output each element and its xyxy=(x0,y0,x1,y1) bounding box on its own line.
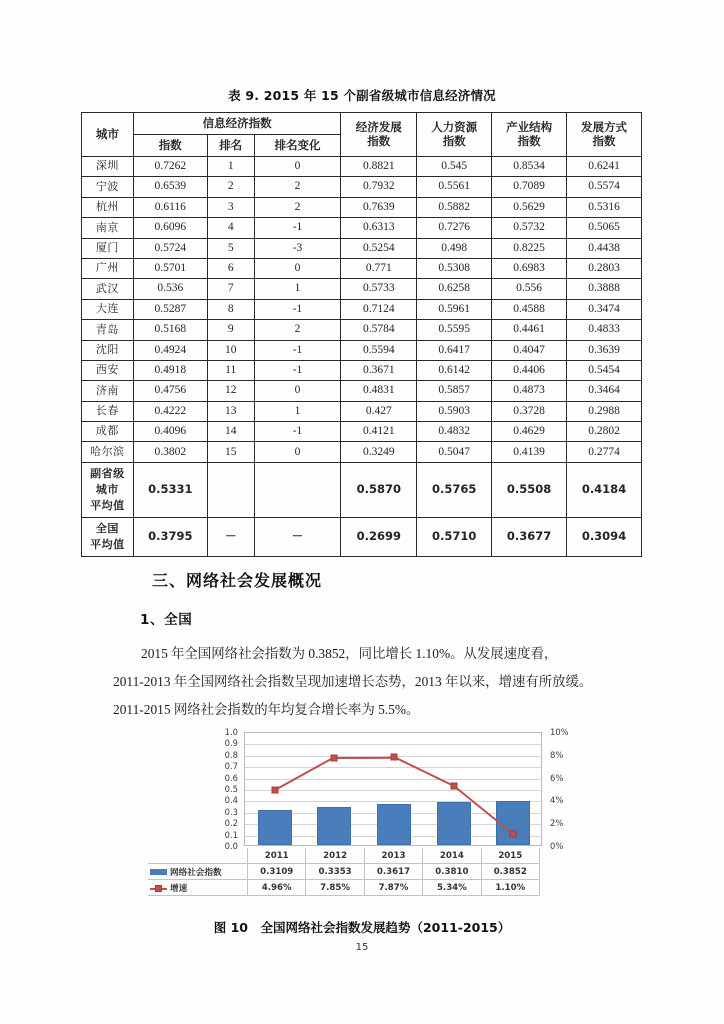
chart-bar xyxy=(377,804,411,845)
section-heading: 三、网络社会发展概况 xyxy=(152,571,323,590)
chart-y-axis-left xyxy=(198,726,238,851)
cell-eco: 0.427 xyxy=(341,401,417,421)
cell-index: 0.6096 xyxy=(133,218,207,238)
cell-dev: 0.2774 xyxy=(567,442,642,462)
trend-chart xyxy=(148,726,616,906)
cell-index: 0.4918 xyxy=(133,360,207,380)
cell-index: 0.5168 xyxy=(133,320,207,340)
chart-series-name: 增速 xyxy=(170,883,188,894)
chart-y-left-tick: 1.0 xyxy=(224,726,238,737)
chart-line-segment xyxy=(334,756,394,758)
chart-y-left-tick: 0.2 xyxy=(224,817,238,828)
table-row xyxy=(82,340,642,360)
col-rank-change: 排名变化 xyxy=(254,135,341,157)
cell-rank: 15 xyxy=(207,442,254,462)
cell-rank: 13 xyxy=(207,401,254,421)
legend-line-swatch-icon xyxy=(150,885,167,892)
chart-legend-item xyxy=(148,880,248,896)
chart-y-right-tick: 10% xyxy=(550,726,569,737)
cell-eco: 0.3671 xyxy=(341,360,417,380)
cell-hr: 0.6142 xyxy=(417,360,492,380)
cell-ind: 0.5732 xyxy=(492,218,567,238)
cell-eco: 0.2699 xyxy=(341,517,417,556)
cell-rank-change: 0 xyxy=(254,381,341,401)
cell-city: 广州 xyxy=(82,258,134,278)
cell-ind: 0.5629 xyxy=(492,197,567,217)
cell-dev: 0.5065 xyxy=(567,218,642,238)
cell-city: 青岛 xyxy=(82,320,134,340)
cell-index: 0.6539 xyxy=(133,177,207,197)
cell-city xyxy=(82,517,134,556)
cell-city-line: 全国 xyxy=(95,521,119,535)
chart-y-axis-right xyxy=(544,726,590,851)
col-ind-line2: 指数 xyxy=(517,133,541,148)
table-header-row-1 xyxy=(82,113,642,135)
cell-index: 0.3795 xyxy=(133,517,207,556)
cell-rank: 5 xyxy=(207,238,254,258)
chart-category-label: 2015 xyxy=(481,848,539,864)
cell-rank-change: -1 xyxy=(254,340,341,360)
col-dev-line1: 发展方式 xyxy=(581,120,628,135)
cell-eco: 0.8821 xyxy=(341,157,417,177)
cell-ind: 0.3728 xyxy=(492,401,567,421)
col-dev-line2: 指数 xyxy=(592,133,616,148)
chart-value-cell: 0.3617 xyxy=(364,864,422,880)
cell-city: 杭州 xyxy=(82,197,134,217)
chart-line-marker xyxy=(391,754,398,761)
chart-gridline xyxy=(245,767,541,768)
chart-line-segment xyxy=(274,757,335,792)
chart-series-row-growth xyxy=(148,880,540,896)
cell-index: 0.4924 xyxy=(133,340,207,360)
cell-rank: 1 xyxy=(207,157,254,177)
cell-dev: 0.5454 xyxy=(567,360,642,380)
cell-eco: 0.5733 xyxy=(341,279,417,299)
cell-index: 0.6116 xyxy=(133,197,207,217)
table-row xyxy=(82,442,642,462)
chart-y-left-tick: 0.6 xyxy=(224,772,238,783)
chart-y-right-tick: 6% xyxy=(550,772,564,783)
col-eco-line2: 指数 xyxy=(367,133,391,148)
cell-index: 0.4756 xyxy=(133,381,207,401)
cell-eco: 0.5784 xyxy=(341,320,417,340)
info-economy-table xyxy=(81,112,642,557)
cell-dev: 0.6241 xyxy=(567,157,642,177)
table-row xyxy=(82,197,642,217)
chart-line-marker xyxy=(510,831,517,838)
cell-eco: 0.771 xyxy=(341,258,417,278)
cell-ind: 0.4588 xyxy=(492,299,567,319)
cell-city xyxy=(82,462,134,517)
cell-rank-change: -1 xyxy=(254,299,341,319)
page-number: 15 xyxy=(355,942,369,953)
col-hr-line2: 指数 xyxy=(442,133,466,148)
cell-rank-change: 2 xyxy=(254,320,341,340)
table-row xyxy=(82,258,642,278)
chart-line-marker xyxy=(271,787,278,794)
cell-city-line: 平均值 xyxy=(90,537,125,551)
cell-rank xyxy=(207,462,254,517)
cell-rank-change: -3 xyxy=(254,238,341,258)
table-summary-row xyxy=(82,462,642,517)
table-row xyxy=(82,279,642,299)
cell-dev: 0.3474 xyxy=(567,299,642,319)
cell-ind: 0.4139 xyxy=(492,442,567,462)
chart-bar xyxy=(317,807,351,845)
cell-rank-change: 1 xyxy=(254,279,341,299)
cell-eco: 0.5594 xyxy=(341,340,417,360)
cell-eco: 0.7932 xyxy=(341,177,417,197)
col-development-mode xyxy=(567,113,642,157)
cell-rank: 11 xyxy=(207,360,254,380)
table-row xyxy=(82,422,642,442)
cell-hr: 0.5765 xyxy=(417,462,492,517)
cell-hr: 0.5961 xyxy=(417,299,492,319)
cell-rank: 8 xyxy=(207,299,254,319)
cell-hr: 0.5308 xyxy=(417,258,492,278)
cell-eco: 0.5870 xyxy=(341,462,417,517)
cell-hr: 0.6258 xyxy=(417,279,492,299)
cell-index: 0.5724 xyxy=(133,238,207,258)
cell-eco: 0.4831 xyxy=(341,381,417,401)
chart-series-row-index xyxy=(148,864,540,880)
cell-eco: 0.3249 xyxy=(341,442,417,462)
paragraph-line: 2011-2013 年全国网络社会指数呈现加速增长态势，2013 年以来，增速有所放缓。 xyxy=(113,674,593,689)
cell-index: 0.3802 xyxy=(133,442,207,462)
chart-value-cell: 1.10% xyxy=(481,880,539,896)
cell-city: 厦门 xyxy=(82,238,134,258)
chart-value-cell: 0.3810 xyxy=(423,864,481,880)
chart-y-right-tick: 2% xyxy=(550,817,564,828)
cell-rank: 2 xyxy=(207,177,254,197)
table-row xyxy=(82,177,642,197)
cell-hr: 0.5047 xyxy=(417,442,492,462)
chart-category-label: 2012 xyxy=(306,848,364,864)
chart-y-left-tick: 0.8 xyxy=(224,749,238,760)
col-hr-line1: 人力资源 xyxy=(431,120,478,135)
col-ind-line1: 产业结构 xyxy=(506,120,553,135)
paragraph-line: 2011-2015 网络社会指数的年均复合增长率为 5.5%。 xyxy=(113,702,420,717)
col-human-resource xyxy=(417,113,492,157)
table-row xyxy=(82,320,642,340)
cell-rank-change: -1 xyxy=(254,218,341,238)
chart-data-table xyxy=(148,848,540,896)
chart-y-right-tick: 8% xyxy=(550,749,564,760)
chart-y-right-tick: 0% xyxy=(550,840,564,851)
cell-rank: 9 xyxy=(207,320,254,340)
col-economic-development xyxy=(341,113,417,157)
cell-hr: 0.4832 xyxy=(417,422,492,442)
chart-value-cell: 7.85% xyxy=(306,880,364,896)
cell-ind: 0.4047 xyxy=(492,340,567,360)
chart-value-cell: 0.3353 xyxy=(306,864,364,880)
chart-line-marker xyxy=(331,754,338,761)
chart-y-left-tick: 0.1 xyxy=(224,829,238,840)
cell-dev: 0.5574 xyxy=(567,177,642,197)
cell-rank: － xyxy=(207,517,254,556)
cell-hr: 0.5595 xyxy=(417,320,492,340)
cell-rank-change: 0 xyxy=(254,157,341,177)
cell-ind: 0.7089 xyxy=(492,177,567,197)
cell-index: 0.536 xyxy=(133,279,207,299)
cell-eco: 0.6313 xyxy=(341,218,417,238)
chart-bar xyxy=(258,810,292,845)
cell-rank: 10 xyxy=(207,340,254,360)
cell-hr: 0.498 xyxy=(417,238,492,258)
cell-city: 宁波 xyxy=(82,177,134,197)
cell-dev: 0.3639 xyxy=(567,340,642,360)
chart-value-cell: 4.96% xyxy=(248,880,306,896)
table-summary-row xyxy=(82,517,642,556)
cell-index: 0.5287 xyxy=(133,299,207,319)
cell-rank-change: 2 xyxy=(254,177,341,197)
chart-line-segment xyxy=(394,756,454,787)
paragraph-line: 2015 年全国网络社会指数为 0.3852，同比增长 1.10%。从发展速度看， xyxy=(141,646,558,661)
cell-rank: 4 xyxy=(207,218,254,238)
cell-rank: 7 xyxy=(207,279,254,299)
table-row xyxy=(82,381,642,401)
cell-dev: 0.4438 xyxy=(567,238,642,258)
chart-y-left-tick: 0.5 xyxy=(224,783,238,794)
chart-value-cell: 7.87% xyxy=(364,880,422,896)
chart-table-corner xyxy=(148,848,248,864)
cell-city-line: 副省级 xyxy=(90,466,125,480)
chart-series-name: 网络社会指数 xyxy=(170,867,222,878)
subsection-heading: 1、全国 xyxy=(140,612,193,628)
cell-city: 武汉 xyxy=(82,279,134,299)
cell-ind: 0.8225 xyxy=(492,238,567,258)
table-row xyxy=(82,157,642,177)
cell-ind: 0.4461 xyxy=(492,320,567,340)
cell-dev: 0.4833 xyxy=(567,320,642,340)
cell-index: 0.7262 xyxy=(133,157,207,177)
cell-ind: 0.4406 xyxy=(492,360,567,380)
cell-dev: 0.4184 xyxy=(567,462,642,517)
col-index: 指数 xyxy=(133,135,207,157)
cell-hr: 0.5903 xyxy=(417,401,492,421)
cell-city: 成都 xyxy=(82,422,134,442)
cell-city-line: 城市 xyxy=(95,482,119,496)
cell-city: 沈阳 xyxy=(82,340,134,360)
cell-index: 0.4096 xyxy=(133,422,207,442)
chart-y-left-tick: 0.0 xyxy=(224,840,238,851)
cell-ind: 0.4873 xyxy=(492,381,567,401)
table-row xyxy=(82,299,642,319)
cell-city: 大连 xyxy=(82,299,134,319)
cell-eco: 0.7639 xyxy=(341,197,417,217)
cell-rank: 12 xyxy=(207,381,254,401)
cell-hr: 0.5882 xyxy=(417,197,492,217)
body-paragraph xyxy=(113,640,621,724)
chart-y-left-tick: 0.7 xyxy=(224,760,238,771)
chart-bar xyxy=(437,802,471,845)
chart-y-right-tick: 4% xyxy=(550,795,564,806)
cell-dev: 0.2803 xyxy=(567,258,642,278)
cell-index: 0.4222 xyxy=(133,401,207,421)
cell-dev: 0.5316 xyxy=(567,197,642,217)
cell-dev: 0.2988 xyxy=(567,401,642,421)
col-city: 城市 xyxy=(82,113,134,157)
cell-hr: 0.5710 xyxy=(417,517,492,556)
cell-rank: 6 xyxy=(207,258,254,278)
chart-category-label: 2014 xyxy=(423,848,481,864)
chart-category-row xyxy=(148,848,540,864)
cell-rank-change: 1 xyxy=(254,401,341,421)
table-row xyxy=(82,360,642,380)
chart-category-label: 2011 xyxy=(248,848,306,864)
cell-city: 西安 xyxy=(82,360,134,380)
cell-rank-change: -1 xyxy=(254,422,341,442)
cell-rank-change: 0 xyxy=(254,442,341,462)
chart-plot-area xyxy=(244,732,542,846)
cell-index: 0.5701 xyxy=(133,258,207,278)
chart-value-cell: 0.3109 xyxy=(248,864,306,880)
cell-dev: 0.3094 xyxy=(567,517,642,556)
cell-hr: 0.545 xyxy=(417,157,492,177)
col-rank: 排名 xyxy=(207,135,254,157)
cell-hr: 0.5857 xyxy=(417,381,492,401)
chart-y-left-tick: 0.4 xyxy=(224,795,238,806)
cell-rank-change xyxy=(254,462,341,517)
cell-rank: 3 xyxy=(207,197,254,217)
cell-dev: 0.3888 xyxy=(567,279,642,299)
chart-y-left-tick: 0.3 xyxy=(224,806,238,817)
col-industry-structure xyxy=(492,113,567,157)
chart-y-left-tick: 0.9 xyxy=(224,738,238,749)
legend-bar-swatch-icon xyxy=(150,869,167,875)
cell-eco: 0.7124 xyxy=(341,299,417,319)
col-eco-line1: 经济发展 xyxy=(355,120,402,135)
cell-ind: 0.556 xyxy=(492,279,567,299)
cell-ind: 0.3677 xyxy=(492,517,567,556)
cell-dev: 0.3464 xyxy=(567,381,642,401)
cell-rank-change: 0 xyxy=(254,258,341,278)
cell-city: 南京 xyxy=(82,218,134,238)
cell-ind: 0.5508 xyxy=(492,462,567,517)
table-title: 表 9. 2015 年 15 个副省级城市信息经济情况 xyxy=(228,88,496,103)
cell-hr: 0.6417 xyxy=(417,340,492,360)
cell-city: 哈尔滨 xyxy=(82,442,134,462)
cell-eco: 0.4121 xyxy=(341,422,417,442)
chart-value-cell: 5.34% xyxy=(423,880,481,896)
cell-city: 济南 xyxy=(82,381,134,401)
chart-gridline xyxy=(245,744,541,745)
cell-rank-change: － xyxy=(254,517,341,556)
cell-dev: 0.2802 xyxy=(567,422,642,442)
chart-line-marker xyxy=(450,783,457,790)
cell-ind: 0.6983 xyxy=(492,258,567,278)
cell-hr: 0.7276 xyxy=(417,218,492,238)
cell-eco: 0.5254 xyxy=(341,238,417,258)
table-body xyxy=(82,157,642,557)
table-header xyxy=(82,113,642,157)
table-row xyxy=(82,238,642,258)
cell-city: 深圳 xyxy=(82,157,134,177)
cell-city: 长春 xyxy=(82,401,134,421)
chart-gridline xyxy=(245,790,541,791)
cell-rank-change: 2 xyxy=(254,197,341,217)
cell-rank-change: -1 xyxy=(254,360,341,380)
cell-ind: 0.4629 xyxy=(492,422,567,442)
col-info-economy: 信息经济指数 xyxy=(133,113,341,135)
cell-ind: 0.8534 xyxy=(492,157,567,177)
chart-value-cell: 0.3852 xyxy=(481,864,539,880)
figure-caption: 图 10 全国网络社会指数发展趋势（2011-2015） xyxy=(213,920,511,935)
cell-hr: 0.5561 xyxy=(417,177,492,197)
chart-category-label: 2013 xyxy=(364,848,422,864)
table-row xyxy=(82,218,642,238)
cell-rank: 14 xyxy=(207,422,254,442)
cell-index: 0.5331 xyxy=(133,462,207,517)
cell-city-line: 平均值 xyxy=(90,498,125,512)
table-row xyxy=(82,401,642,421)
chart-legend-item xyxy=(148,864,248,880)
